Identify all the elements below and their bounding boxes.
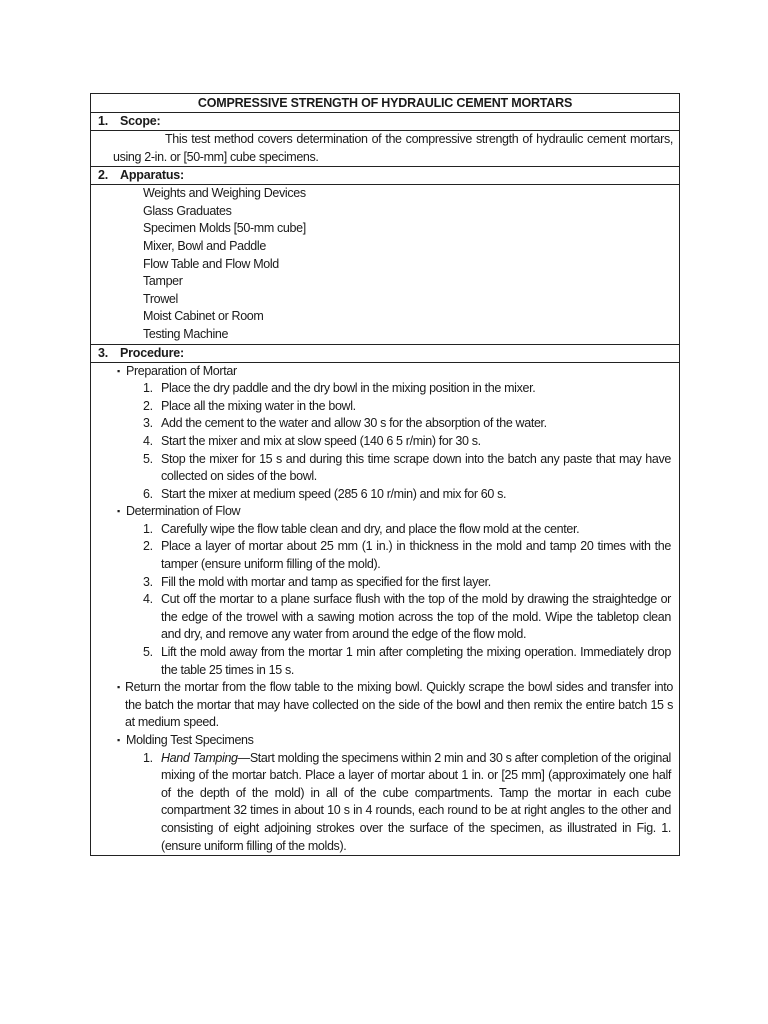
apparatus-number: 2. — [98, 168, 109, 183]
apparatus-item: Trowel — [143, 291, 178, 306]
scope-heading — [91, 113, 679, 131]
hand-tamping-text: —Start molding the specimens within 2 min and 30 s after completion of the original mixing of the mortar batch. Place a layer of mortar about 1 in. or [25 mm] (approximately one half of the depth of the mold) in all of the cube compartments. Tamp the mortar in each cube compartment 32 times in about 10 s in 4 rounds, each round to be at right angles to the other and consisting of eight adjoining strokes over the surface of the specimen, as illustrated in Fig. 1. (ensure uniform filling of the molds). — [161, 750, 671, 853]
step-number: 5. — [143, 645, 153, 660]
step-number: 5. — [143, 451, 153, 466]
molding-step — [91, 750, 679, 856]
step-number: 2. — [143, 398, 153, 413]
flow-step: 1. Carefully wipe the flow table clean and dry, and place the flow mold at the center. — [91, 521, 679, 539]
step-number: 1. — [143, 750, 153, 765]
scope-body — [91, 131, 679, 167]
apparatus-item: Testing Machine — [143, 326, 229, 341]
step-number: 4. — [143, 433, 153, 448]
return-mortar-text: ▪ Return the mortar from the flow table to the mixing bowl. Quickly scrape the bowl sides and transfer into the batch the mortar that may have collected on the side of the bowl and then remix the entire batch 15 s at medium speed. — [91, 679, 679, 732]
procedure-label: Procedure: — [120, 345, 184, 360]
step-number: 1. — [143, 521, 153, 536]
apparatus-label: Apparatus: — [120, 168, 184, 183]
step-number: 3. — [143, 574, 153, 589]
hand-tamping-label: Hand Tamping — [161, 750, 238, 765]
apparatus-heading — [91, 167, 679, 185]
step-number: 4. — [143, 592, 153, 607]
prep-step: 1. Place the dry paddle and the dry bowl in the mixing position in the mixer. — [91, 380, 679, 398]
apparatus-item: Tamper — [143, 274, 183, 289]
apparatus-item: Mixer, Bowl and Paddle — [143, 238, 266, 253]
molding-subheading: ▪ Molding Test Specimens — [91, 732, 679, 750]
prep-step: 5. Stop the mixer for 15 s and during this time scrape down into the batch any paste that may have collected on sides of the bowl. — [143, 451, 671, 484]
document-title: COMPRESSIVE STRENGTH OF HYDRAULIC CEMENT MORTARS — [91, 94, 679, 113]
flow-step: 4. Cut off the mortar to a plane surface flush with the top of the mold by drawing the straightedge or the edge of the trowel with a sawing motion across the top of the mold. Wipe the tabletop clean and dry, and remove any water from around the edge of the flow mold. — [143, 592, 671, 642]
procedure-body — [91, 363, 679, 856]
apparatus-item: Specimen Molds [50-mm cube] — [143, 221, 306, 236]
apparatus-item: Glass Graduates — [143, 203, 232, 218]
document-table — [90, 93, 680, 856]
prep-subheading: ▪ Preparation of Mortar — [91, 363, 679, 381]
flow-step: 5. Lift the mold away from the mortar 1 min after completing the mixing operation. Immediately drop the table 25 times in 15 s. — [143, 645, 671, 677]
scope-label: Scope: — [120, 114, 161, 128]
procedure-heading — [91, 345, 679, 363]
apparatus-item: Moist Cabinet or Room — [143, 309, 264, 324]
apparatus-item: Flow Table and Flow Mold — [143, 256, 279, 271]
scope-text: This test method covers determination of the compressive strength of hydraulic cement mortars, using 2-in. or [50-mm] cube specimens. — [113, 132, 673, 164]
step-number: 3. — [143, 416, 153, 431]
flow-step: 3. Fill the mold with mortar and tamp as specified for the first layer. — [91, 574, 679, 592]
flow-subheading: ▪ Determination of Flow — [91, 503, 679, 521]
step-number: 2. — [143, 539, 153, 554]
apparatus-item: Weights and Weighing Devices — [143, 186, 306, 201]
step-number: 6. — [143, 486, 153, 501]
prep-step: 4. Start the mixer and mix at slow speed (140 6 5 r/min) for 30 s. — [91, 433, 679, 451]
step-number: 1. — [143, 381, 153, 396]
procedure-number: 3. — [98, 345, 109, 360]
prep-step: 6. Start the mixer at medium speed (285 6 10 r/min) and mix for 60 s. — [91, 486, 679, 504]
flow-step: 2. Place a layer of mortar about 25 mm (1 in.) in thickness in the mold and tamp 20 times with the tamper (ensure uniform filling of the mold). — [143, 539, 671, 572]
prep-step: 2. Place all the mixing water in the bowl. — [91, 398, 679, 416]
scope-number: 1. — [98, 114, 109, 128]
apparatus-list — [91, 185, 679, 344]
prep-step: 3. Add the cement to the water and allow 30 s for the absorption of the water. — [91, 415, 679, 433]
